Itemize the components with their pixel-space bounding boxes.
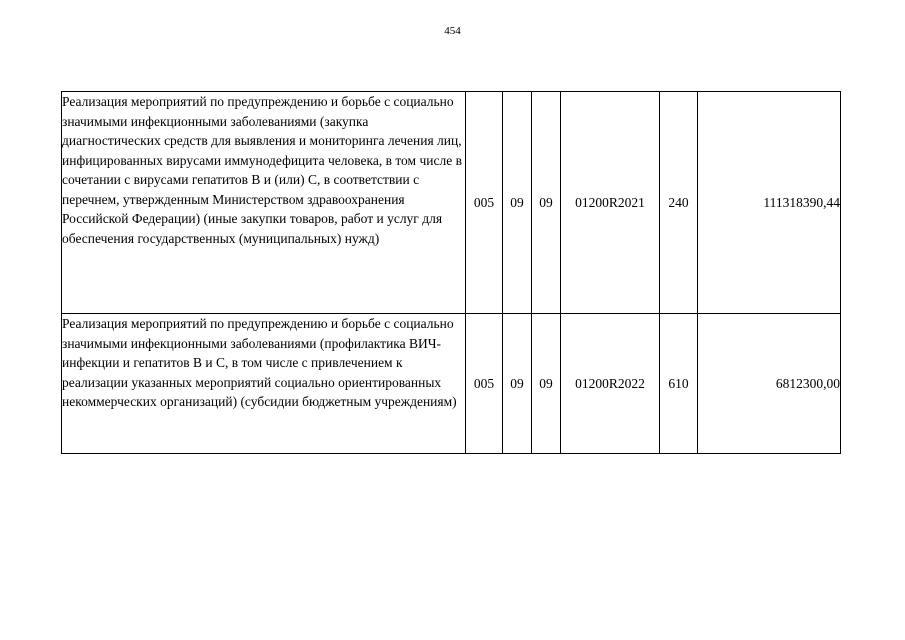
expense-type-code: 610	[660, 314, 698, 454]
section-code: 09	[503, 92, 532, 314]
row-description: Реализация мероприятий по предупреждению и борьбе с социально значимыми инфекционными заболеваниями (закупка диагностических средств для выявления и мониторинга лечения лиц, инфицированных вирусами иммунодефицита человека, в том числе в сочетании с вирусами гепатитов B и (или) C, в соответствии с перечнем, утвержденным Министерством здравоохранения Российской Федерации) (иные закупки товаров, работ и услуг для обеспечения государственных (муниципальных) нужд)	[62, 92, 466, 314]
amount-value: 111318390,44	[698, 92, 841, 314]
subsection-code: 09	[532, 314, 561, 454]
row-description: Реализация мероприятий по предупреждению и борьбе с социально значимыми инфекционными заболеваниями (профилактика ВИЧ-инфекции и гепатитов B и C, в том числе с привлечением к реализации указанных мероприятий социально ориентированных некоммерческих организаций) (субсидии бюджетным учреждениям)	[62, 314, 466, 454]
budget-table	[61, 91, 841, 454]
expense-type-code: 240	[660, 92, 698, 314]
amount-value: 6812300,00	[698, 314, 841, 454]
target-article-code: 01200R2022	[561, 314, 660, 454]
target-article-code: 01200R2021	[561, 92, 660, 314]
section-code: 09	[503, 314, 532, 454]
page-number: 454	[444, 25, 461, 37]
ministry-code: 005	[466, 92, 503, 314]
subsection-code: 09	[532, 92, 561, 314]
ministry-code: 005	[466, 314, 503, 454]
table-row	[62, 92, 841, 314]
table-row	[62, 314, 841, 454]
